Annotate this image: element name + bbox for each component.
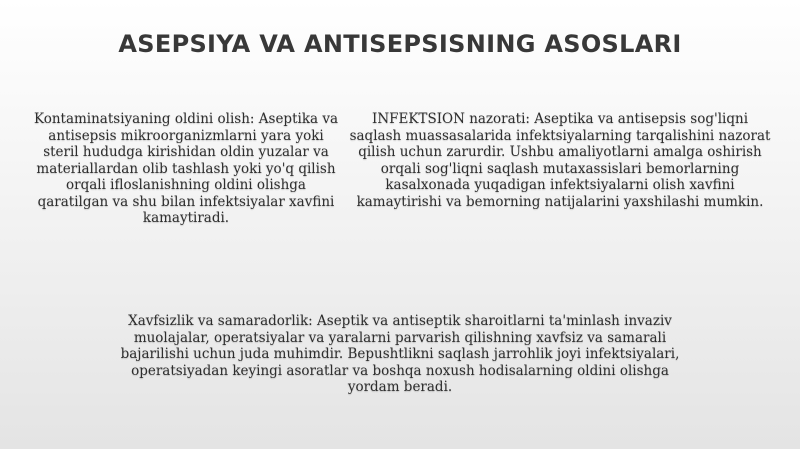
slide-title: ASEPSIYA VA ANTISEPSISNING ASOSLARI	[118, 30, 682, 58]
paragraph-infection-control: INFEKTSION nazorati: Aseptika va antisepsis sog'liqni saqlash muassasalarida infektsiyalarning tarqalishini nazorat qilish uchun zarurdir. Ushbu amaliyotlarni amalga oshirish orqali sog'liqni saqlash mutaxassislari bemorlarning kasalxonada yuqadigan infektsiyalarni olish xavfini kamaytirishi va bemorning natijalarini yaxshilashi mumkin.	[349, 111, 771, 210]
paragraph-contamination-prevention: Kontaminatsiyaning oldini olish: Aseptika va antisepsis mikroorganizmlarni yara yoki steril hududga kirishidan oldin yuzalar va materiallardan olib tashlash yoki yo'q qilish orqali ifloslanishning oldini olishga qaratilgan va shu bilan infektsiyalar xavfini kamaytiradi.	[33, 111, 339, 226]
paragraph-safety-effectiveness: Xavfsizlik va samaradorlik: Aseptik va antiseptik sharoitlarni ta'minlash invaziv muolajalar, operatsiyalar va yaralarni parvarish qilishning xavfsiz va samarali bajarilishi uchun juda muhimdir. Bepushtlikni saqlash jarrohlik joyi infektsiyalari, operatsiyadan keyingi asoratlar va boshqa noxush hodisalarning oldini olishga yordam beradi.	[120, 313, 680, 395]
